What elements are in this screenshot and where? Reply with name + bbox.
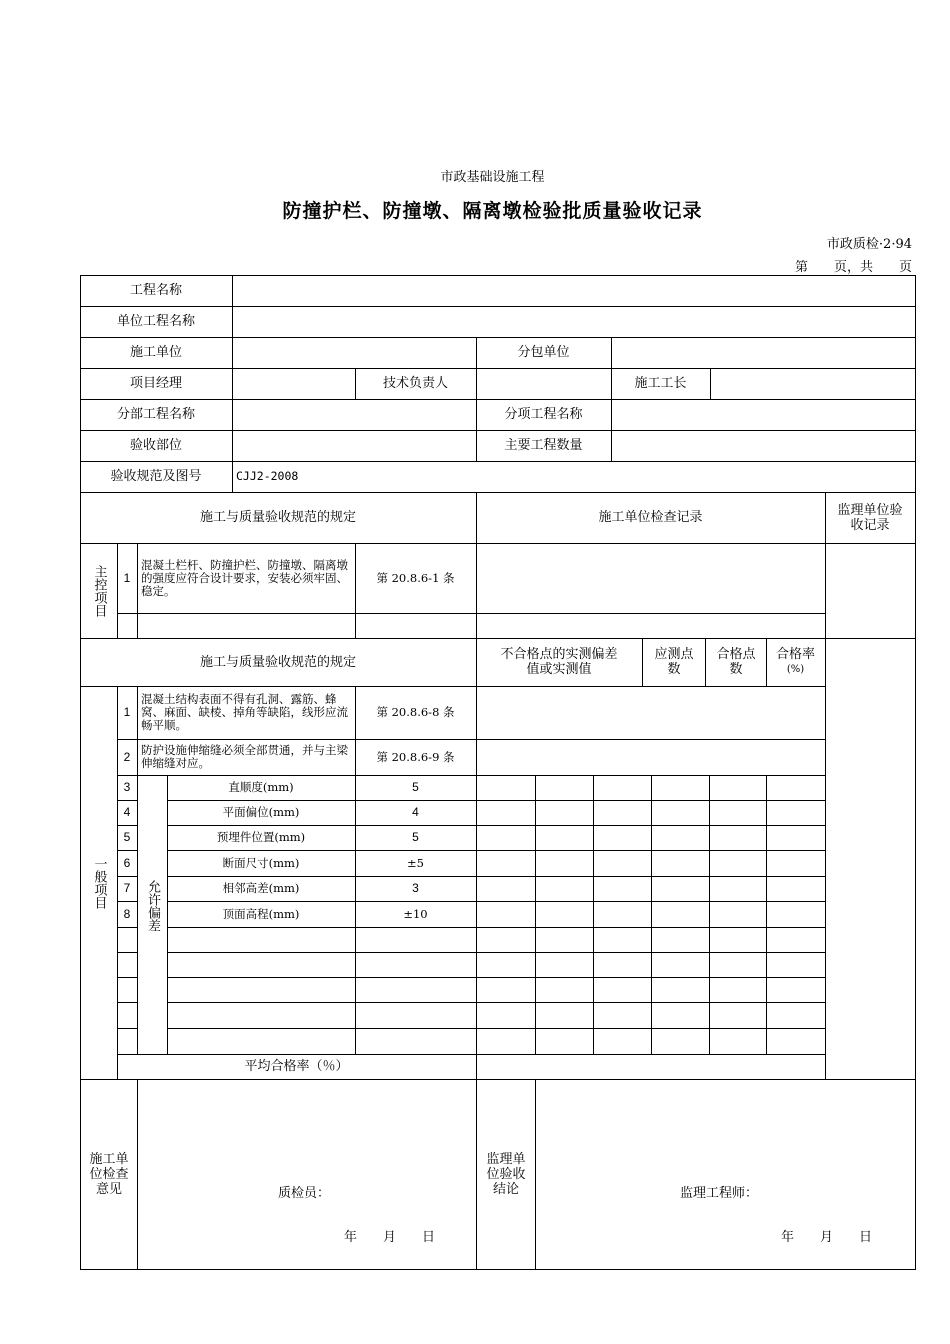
rate-header — [766, 638, 825, 686]
standard-label: 验收规范及图号 — [110, 469, 202, 484]
contractor-opinion-label: 施工单位检查意见 — [89, 1152, 129, 1197]
location-label: 验收部位 — [129, 438, 182, 453]
pm-field[interactable] — [232, 368, 355, 399]
tol-item-4-value: 4 — [412, 805, 419, 819]
allow-deviation-label: 允许偏差 — [145, 880, 160, 932]
rate-header-unit: (%) — [786, 664, 805, 675]
tol-item-3-no: 3 — [123, 780, 131, 794]
main-supervisor-header: 监理单位验收记录 — [837, 502, 903, 533]
document-category: 市政基础设施工程 — [440, 170, 545, 185]
points-ok-header: 合格点数 — [716, 647, 756, 677]
general-item-1-clause: 第 20.8.6-8 条 — [376, 705, 455, 719]
engineer-label: 监理工程师： — [680, 1186, 759, 1201]
subitem-label: 分项工程名称 — [504, 407, 583, 422]
tol-item-7-no: 7 — [123, 881, 131, 895]
tol-item-6-name: 断面尺寸(mm) — [222, 855, 300, 870]
project-name-label: 工程名称 — [129, 283, 182, 298]
tech-lead-label: 技术负责人 — [382, 376, 448, 391]
unit-project-field[interactable] — [232, 306, 915, 337]
tol-item-5-value: 5 — [412, 830, 419, 844]
main-check-header: 施工单位检查记录 — [598, 510, 703, 525]
foreman-field[interactable] — [710, 368, 915, 399]
location-field[interactable] — [232, 430, 476, 461]
tol-item-5-name: 预埋件位置(mm) — [216, 830, 306, 844]
page-reference: 第 页，共 页 — [794, 260, 912, 275]
general-item-2-no: 2 — [123, 749, 131, 764]
tol-item-3-name: 直顺度(mm) — [228, 780, 294, 794]
subitem-field[interactable] — [611, 399, 915, 430]
tol-item-4-no: 4 — [123, 805, 131, 819]
rate-header-label: 合格率 — [775, 647, 815, 662]
tech-lead-field[interactable] — [476, 368, 611, 399]
main-item-1-clause: 第 20.8.6-1 条 — [376, 570, 455, 585]
general-item-2-clause: 第 20.8.6-9 条 — [376, 749, 455, 764]
tol-item-5-no: 5 — [123, 830, 131, 844]
main-supervisor-record[interactable] — [825, 543, 915, 638]
general-spec-header: 施工与质量验收规范的规定 — [199, 654, 356, 670]
contractor-label: 施工单位 — [129, 345, 182, 360]
quantity-field[interactable] — [611, 430, 915, 461]
main-control-section-label: 主控项目 — [91, 564, 107, 617]
tol-item-7-value: 3 — [412, 881, 419, 895]
tol-item-6-no: 6 — [123, 855, 131, 870]
document-title: 防撞护栏、防撞墩、隔离墩检验批质量验收记录 — [282, 200, 703, 222]
general-section-label: 一般项目 — [91, 856, 107, 909]
division-field[interactable] — [232, 399, 476, 430]
general-deviation-header: 不合格点的实测偏差值或实测值 — [500, 647, 618, 677]
general-item-2-text: 防护设施伸缩缝必须全部贯通，并与主梁伸缩缝对应。 — [141, 743, 348, 770]
main-item-1-no: 1 — [123, 570, 131, 585]
quantity-label: 主要工程数量 — [504, 438, 583, 453]
foreman-label: 施工工长 — [634, 376, 687, 391]
inspector-label: 质检员： — [278, 1186, 331, 1201]
project-name-field[interactable] — [232, 275, 915, 306]
form-code: 市政质检·2·94 — [826, 237, 912, 252]
contractor-date-label: 年 月 日 — [344, 1230, 436, 1245]
pm-label: 项目经理 — [129, 376, 182, 391]
supervisor-date-label: 年 月 日 — [781, 1230, 873, 1245]
tol-item-6-value: ±5 — [407, 855, 424, 870]
tol-item-3-value: 5 — [412, 780, 419, 794]
points-required-header: 应测点数 — [654, 647, 694, 677]
general-item-1-text: 混凝土结构表面不得有孔洞、露筋、蜂窝、麻面、缺棱、掉角等缺陷，线形应流畅平顺。 — [141, 692, 348, 732]
subcontractor-field[interactable] — [611, 337, 915, 368]
main-item-1-text: 混凝土栏杆、防撞护栏、防撞墩、隔离墩的强度应符合设计要求，安装必须牢固、稳定。 — [141, 557, 348, 598]
main-item-1-check[interactable] — [476, 543, 825, 613]
general-item-2-check[interactable] — [476, 739, 825, 775]
division-label: 分部工程名称 — [116, 407, 195, 422]
unit-project-label: 单位工程名称 — [116, 314, 195, 329]
general-supervisor-record[interactable] — [825, 638, 915, 1079]
tol-item-8-no: 8 — [123, 906, 131, 921]
tol-item-8-name: 顶面高程(mm) — [222, 906, 300, 921]
subcontractor-label: 分包单位 — [517, 345, 570, 360]
standard-value[interactable]: CJJ2-2008 — [236, 469, 299, 483]
main-spec-header: 施工与质量验收规范的规定 — [199, 510, 356, 525]
tol-item-4-name: 平面偏位(mm) — [222, 805, 300, 819]
tol-item-8-value: ±10 — [403, 906, 428, 921]
tol-item-7-name: 相邻高差(mm) — [222, 881, 300, 895]
average-rate-field[interactable] — [476, 1054, 825, 1079]
general-item-1-check[interactable] — [476, 686, 825, 739]
contractor-field[interactable] — [232, 337, 476, 368]
supervisor-conclusion-label: 监理单位验收结论 — [486, 1152, 526, 1197]
general-item-1-no: 1 — [123, 705, 131, 719]
average-rate-label: 平均合格率（％） — [244, 1059, 349, 1074]
